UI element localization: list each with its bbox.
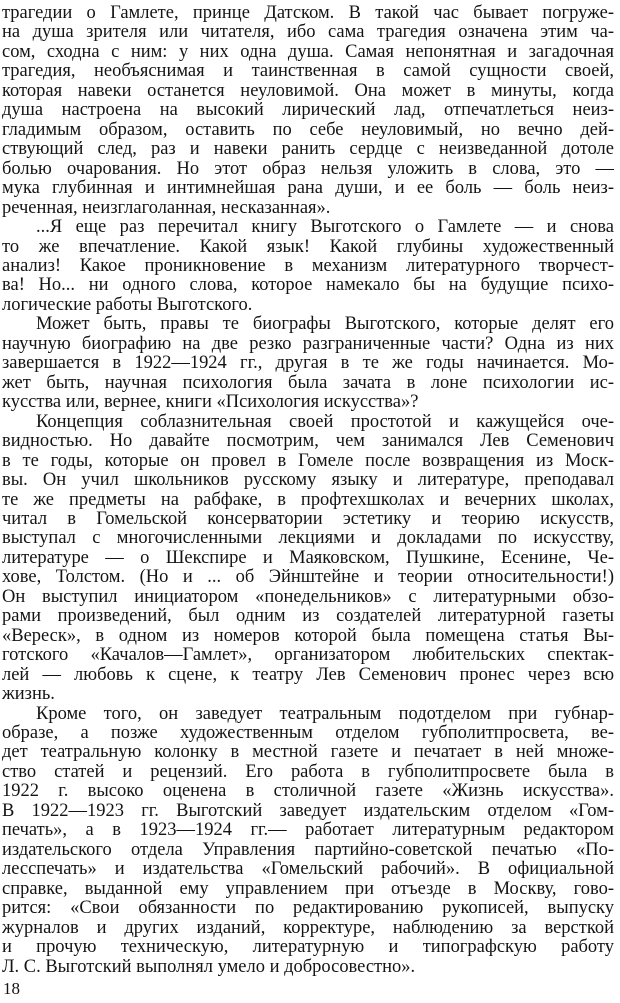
text-line: лей — любовь к сцене, к театру Лев Семенович пронес через всю [2, 664, 614, 684]
text-line: литературе — о Шекспире и Маяковском, Пушкине, Есенине, Че- [2, 547, 614, 567]
text-line: справке, выданной ему управлением при отъезде в Москву, гово- [2, 878, 614, 898]
text-line: на душа зрителя или читателя, ибо сама трагедия означена этим ча- [2, 22, 614, 42]
page-number: 18 [3, 979, 20, 998]
text-line: душа настроена на высокий лирический лад, отпечатлеться неиз- [2, 100, 614, 120]
text-line: трагедия, необъяснимая и таинственная в самой сущности своей, [2, 61, 614, 81]
text-line: дет театральную колонку в местной газете и печатает в ней множе- [2, 742, 614, 762]
text-line: 1922 г. высоко оценена в столичной газете «Жизнь искусства». [2, 781, 614, 801]
text-line: готского «Качалов—Гамлет», организатором любительских спектак- [2, 645, 614, 665]
text-line: завершается в 1922—1924 гг., другая в те же годы начинается. Мо- [2, 353, 614, 373]
text-line: рами произведений, был одним из создателей литературной газеты [2, 606, 614, 626]
text-line: то же впечатление. Какой язык! Какой глубины художественный [2, 236, 614, 256]
text-line: жет быть, научная психология была зачата в лоне психологии ис- [2, 372, 614, 392]
paragraph-first-line: ...Я еще раз перечитал книгу Выготского о Гамлете — и снова [36, 217, 614, 237]
text-line: ствующий след, раз и навеки ранить сердце с неизведанной дотоле [2, 139, 614, 159]
text-line: логические работы Выготского. [2, 294, 253, 314]
text-line: трагедии о Гамлете, принце Датском. В такой час бывает погруже- [2, 3, 614, 22]
text-line: вы. Он учил школьников русскому языку и литературе, преподавал [2, 470, 614, 490]
text-line: научную биографию на две резко разграниченные части? Одна из них [2, 333, 614, 353]
text-line: сом, сходна с ним: у них одна душа. Самая непонятная и загадочная [2, 41, 614, 61]
text-line: лесспечать» и издательства «Гомельский рабочий». В официальной [2, 859, 614, 879]
text-line: реченная, неизглаголанная, несказанная». [2, 197, 331, 217]
text-line: В 1922—1923 гг. Выготский заведует издательским отделом «Гом- [2, 800, 614, 820]
text-line: «Вереск», в одном из номеров которой была помещена статья Вы- [2, 625, 614, 645]
text-line: Он выступил инициатором «понедельников» с литературными обзо- [2, 586, 614, 606]
text-line: кусства или, вернее, книги «Психология искусства»? [2, 392, 419, 412]
text-line: журналов и других изданий, корректуре, наблюдению за версткой [2, 917, 614, 937]
text-line: ство статей и рецензий. Его работа в губполитпросвете была в [2, 761, 614, 781]
text-line: печать», а в 1923—1924 гг.— работает литературным редактором [2, 820, 614, 840]
text-line: в те годы, которые он провел в Гомеле после возвращения из Моск- [2, 450, 614, 470]
text-line: жизнь. [2, 684, 55, 704]
text-line: и прочую техническую, литературную и типографскую работу [2, 937, 614, 957]
text-line: ва! Но... ни одного слова, которое намекало бы на будущие психо- [2, 275, 614, 295]
text-line: рится: «Свои обязанности по редактированию рукописей, выпуску [2, 898, 614, 918]
text-line: которая навеки останется неуловимой. Она может в минуты, когда [2, 80, 614, 100]
text-line: издательского отдела Управления партийно-советской печатью «По- [2, 839, 614, 859]
text-line: анализ! Какое проникновение в механизм литературного творчест- [2, 255, 614, 275]
paragraph-first-line: Может быть, правы те биографы Выготского, которые делят его [36, 314, 614, 334]
paragraph-first-line: Концепция соблазнительная своей простотой и кажущейся оче- [36, 411, 614, 431]
text-line: болью очарования. Но этот образ нельзя уложить в слова, это — [2, 158, 614, 178]
text-line: гладимым образом, оставить по себе неуловимый, но вечно дей- [2, 119, 614, 139]
text-line: те же предметы на рабфаке, в профтехшколах и вечерних школах, [2, 489, 614, 509]
text-line: выступал с многочисленными лекциями и докладами по искусству, [2, 528, 614, 548]
text-line: хове, Толстом. (Но и ... об Эйнштейне и теории относительности!) [2, 567, 614, 587]
text-line: мука глубинная и интимнейшая рана души, и ее боль — боль неиз- [2, 178, 614, 198]
text-line: видностью. Но давайте посмотрим, чем занимался Лев Семенович [2, 431, 614, 451]
text-line: Л. С. Выготский выполнял умело и добросовестно». [2, 956, 416, 976]
paragraph-first-line: Кроме того, он заведует театральным подотделом при губнар- [36, 703, 614, 723]
text-line: образе, а позже художественным отделом губполитпросвета, ве- [2, 723, 614, 743]
text-line: читал в Гомельской консерватории эстетику и теорию искусств, [2, 508, 614, 528]
